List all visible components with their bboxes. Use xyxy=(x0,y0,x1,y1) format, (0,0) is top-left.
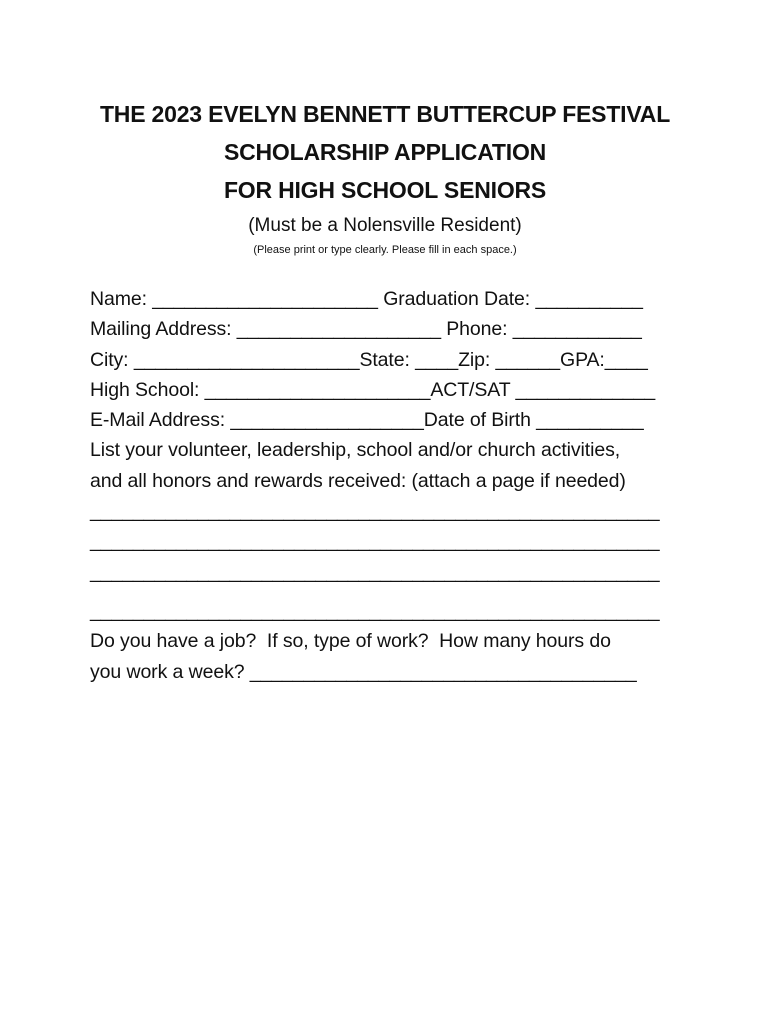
city-state-zip-gpa-line[interactable]: City: _____________________State: ____Zip: ______GPA:____ xyxy=(90,348,648,371)
school-actsat-line[interactable]: High School: _____________________ACT/SAT _____________ xyxy=(90,378,656,401)
activities-blank-2[interactable]: _____________________________________________________ xyxy=(90,530,660,553)
email-dob-line[interactable]: E-Mail Address: __________________Date of Birth __________ xyxy=(90,409,644,432)
job-hours-line[interactable]: you work a week? ____________________________________ xyxy=(90,660,637,683)
activities-blank-3[interactable]: _____________________________________________________ xyxy=(90,560,660,583)
activities-prompt-1: List your volunteer, leadership, school and/or church activities, xyxy=(90,439,621,462)
activities-blank-4[interactable]: _____________________________________________________ xyxy=(90,599,660,622)
title-line-2: SCHOLARSHIP APPLICATION xyxy=(223,139,547,165)
residency-requirement: (Must be a Nolensville Resident) xyxy=(248,215,522,236)
header xyxy=(0,95,770,259)
job-prompt-1: Do you have a job? If so, type of work? How many hours do xyxy=(90,630,611,653)
mailing-phone-line[interactable]: Mailing Address: ___________________ Phone: ____________ xyxy=(90,318,642,341)
activities-prompt-2: and all honors and rewards received: (attach a page if needed) xyxy=(90,469,626,492)
activities-blank-1[interactable]: _____________________________________________________ xyxy=(90,500,660,523)
spacer xyxy=(90,587,690,596)
title-line-1: THE 2023 EVELYN BENNETT BUTTERCUP FESTIVAL xyxy=(99,101,671,127)
title-line-3: FOR HIGH SCHOOL SENIORS xyxy=(223,177,547,203)
instruction-note: (Please print or type clearly. Please fill in each space.) xyxy=(253,244,517,256)
name-graduation-line[interactable]: Name: _____________________ Graduation Date: __________ xyxy=(90,288,643,310)
application-form xyxy=(90,284,690,687)
